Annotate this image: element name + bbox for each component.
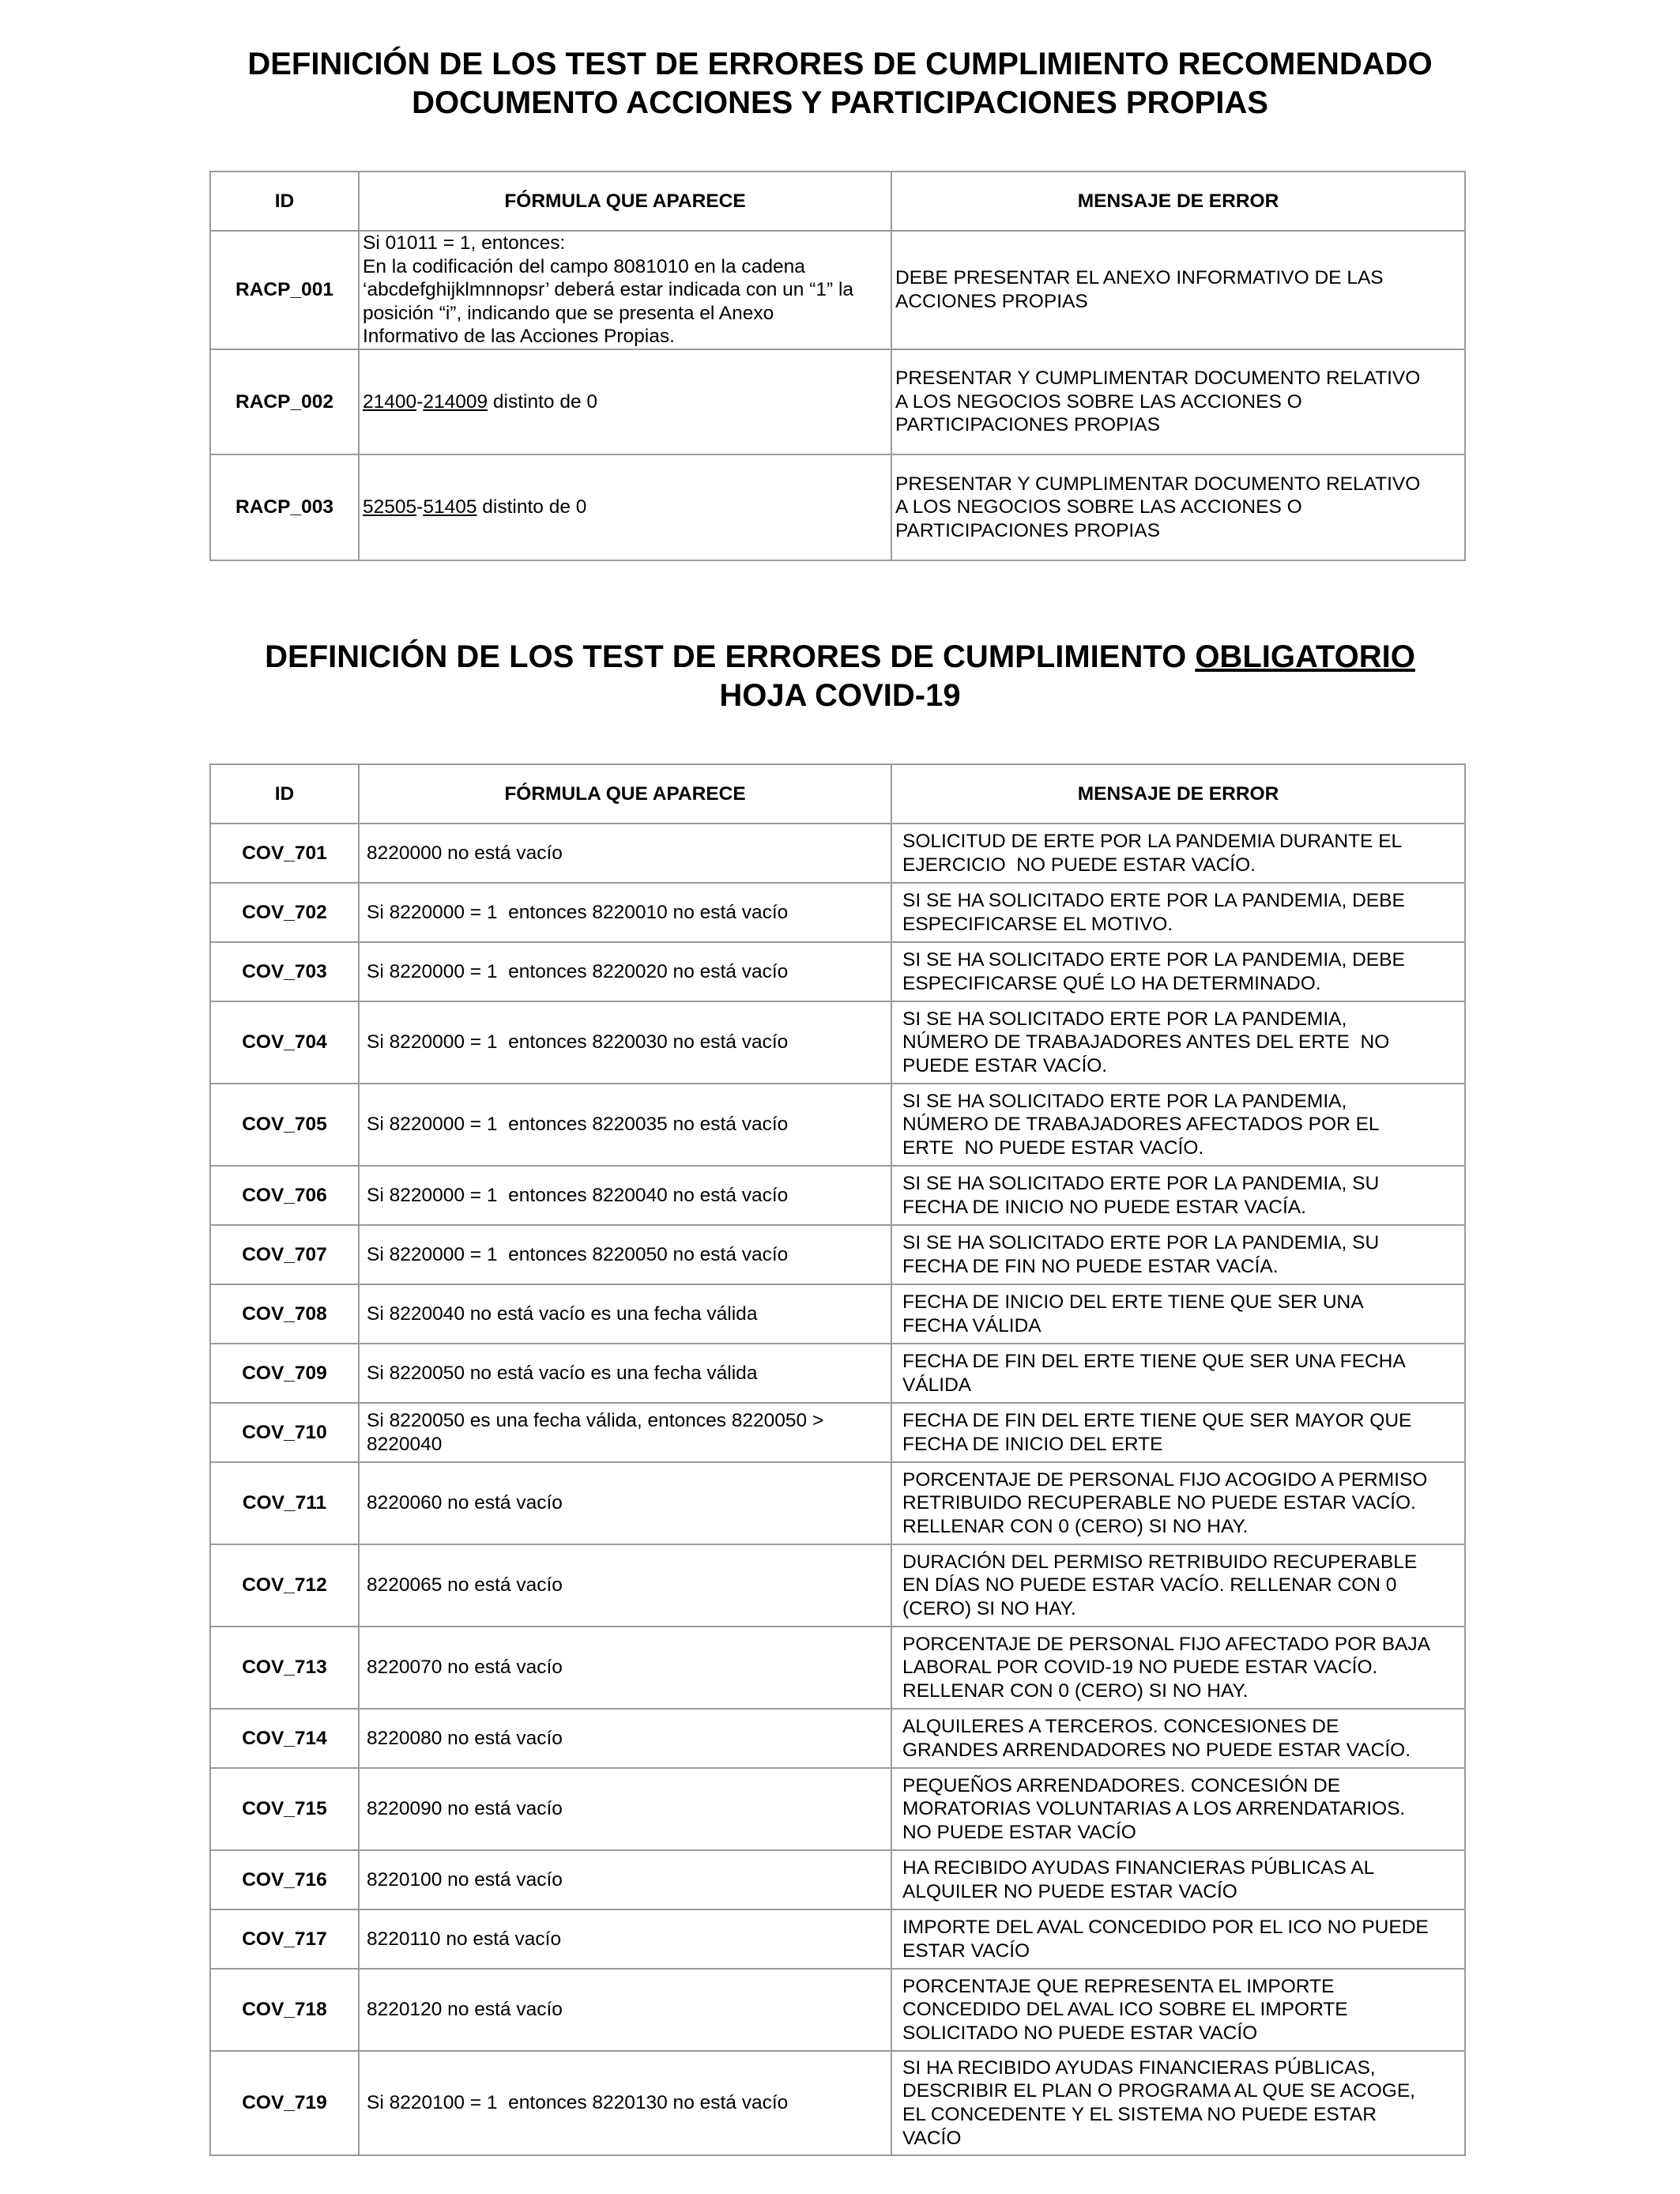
message-line: NO PUEDE ESTAR VACÍO: [902, 1821, 1136, 1843]
formula-line: 8220065 no está vacío: [367, 1574, 563, 1596]
row-message: [891, 1166, 1465, 1225]
message-line: HA RECIBIDO AYUDAS FINANCIERAS PÚBLICAS AL: [902, 1857, 1375, 1879]
row-formula: [359, 1462, 891, 1544]
message-line: SI SE HA SOLICITADO ERTE POR LA PANDEMIA,: [902, 1008, 1347, 1030]
message-line: SI HA RECIBIDO AYUDAS FINANCIERAS PÚBLICAS,: [902, 2056, 1376, 2079]
formula-line: 8220100 no está vacío: [367, 1868, 563, 1891]
table-row: [210, 1850, 1465, 1909]
message-line: PUEDE ESTAR VACÍO.: [902, 1054, 1108, 1076]
message-line: ALQUILER NO PUEDE ESTAR VACÍO: [902, 1880, 1237, 1902]
message-line: EL CONCEDENTE Y EL SISTEMA NO PUEDE ESTAR: [902, 2104, 1377, 2125]
row-formula: [359, 1225, 891, 1284]
row-message: [891, 454, 1465, 560]
row-message: [891, 1768, 1465, 1850]
header-formula: FÓRMULA QUE APARECE: [359, 172, 891, 231]
section2-table: [209, 763, 1466, 2156]
message-line: SOLICITADO NO PUEDE ESTAR VACÍO: [902, 2022, 1258, 2044]
row-formula: [359, 1084, 891, 1166]
message-line: SI SE HA SOLICITADO ERTE POR LA PANDEMIA, DEBE: [902, 948, 1405, 971]
row-message: [891, 883, 1465, 942]
table-header-row: [210, 172, 1465, 231]
formula-field-start: 21400: [363, 390, 417, 413]
row-id: COV_701: [210, 824, 359, 883]
message-line: FECHA DE INICIO DEL ERTE TIENE QUE SER UNA: [902, 1291, 1364, 1313]
table-header-row: [210, 764, 1465, 824]
message-line: VÁLIDA: [902, 1374, 972, 1396]
row-message: [891, 1850, 1465, 1909]
row-formula: [359, 942, 891, 1001]
formula-line: Si 8220000 = 1 entonces 8220035 no está vacío: [367, 1114, 789, 1136]
table-row: [210, 1768, 1465, 1850]
row-id: COV_714: [210, 1709, 359, 1768]
header-id: ID: [210, 764, 359, 824]
message-line: DEBE PRESENTAR EL ANEXO INFORMATIVO DE LAS: [895, 267, 1384, 289]
row-id: COV_713: [210, 1627, 359, 1709]
message-line: FECHA DE INICIO NO PUEDE ESTAR VACÍA.: [902, 1196, 1306, 1218]
message-line: ACCIONES PROPIAS: [895, 290, 1088, 312]
formula-line: Si 8220050 es una fecha válida, entonces 8220050 >: [367, 1409, 824, 1431]
row-message: [891, 1709, 1465, 1768]
message-line: NÚMERO DE TRABAJADORES ANTES DEL ERTE NO: [902, 1031, 1390, 1054]
row-message: [891, 1969, 1465, 2051]
message-line: PARTICIPACIONES PROPIAS: [895, 414, 1160, 436]
row-message: [891, 1462, 1465, 1544]
formula-line: En la codificación del campo 8081010 en la cadena: [363, 255, 805, 277]
header-message: MENSAJE DE ERROR: [891, 172, 1465, 231]
formula-condition: distinto de 0: [488, 390, 598, 413]
formula-line: Si 8220040 no está vacío es una fecha válida: [367, 1302, 758, 1325]
message-line: CONCEDIDO DEL AVAL ICO SOBRE EL IMPORTE: [902, 1999, 1348, 2021]
table-row: [210, 1225, 1465, 1284]
message-line: SOLICITUD DE ERTE POR LA PANDEMIA DURANTE EL: [902, 830, 1403, 852]
message-line: FECHA DE FIN DEL ERTE TIENE QUE SER UNA FECHA: [902, 1350, 1406, 1372]
row-formula: [359, 349, 891, 454]
row-formula: [359, 454, 891, 560]
message-line: FECHA VÁLIDA: [902, 1314, 1042, 1336]
message-line: SI SE HA SOLICITADO ERTE POR LA PANDEMIA, SU: [902, 1231, 1380, 1253]
message-line: (CERO) SI NO HAY.: [902, 1597, 1076, 1619]
table-row: [210, 942, 1465, 1001]
row-message: [891, 1909, 1465, 1969]
message-line: RETRIBUIDO RECUPERABLE NO PUEDE ESTAR VACÍO.: [902, 1492, 1416, 1514]
header-id: ID: [210, 172, 359, 231]
message-line: FECHA DE FIN DEL ERTE TIENE QUE SER MAYOR QUE: [902, 1409, 1412, 1431]
message-line: DESCRIBIR EL PLAN O PROGRAMA AL QUE SE ACOGE,: [902, 2080, 1415, 2102]
message-line: MORATORIAS VOLUNTARIAS A LOS ARRENDATARIOS.: [902, 1798, 1406, 1820]
section1-title-line2: DOCUMENTO ACCIONES Y PARTICIPACIONES PROPIAS: [412, 85, 1268, 120]
table-row: [210, 1627, 1465, 1709]
row-formula: [359, 231, 891, 349]
formula-line: Si 8220000 = 1 entonces 8220030 no está vacío: [367, 1031, 789, 1054]
formula-line: 8220070 no está vacío: [367, 1657, 563, 1679]
formula-field-end: 214009: [423, 390, 488, 413]
formula-line: Si 8220000 = 1 entonces 8220020 no está vacío: [367, 960, 789, 982]
message-line: LABORAL POR COVID-19 NO PUEDE ESTAR VACÍO.: [902, 1657, 1378, 1679]
message-line: PARTICIPACIONES PROPIAS: [895, 519, 1160, 541]
row-formula: [359, 1166, 891, 1225]
message-line: VACÍO: [902, 2127, 962, 2149]
row-message: [891, 349, 1465, 454]
row-id: COV_708: [210, 1284, 359, 1344]
table-row: [210, 1403, 1465, 1462]
formula-line: 8220080 no está vacío: [367, 1727, 563, 1749]
section2-title-prefix: DEFINICIÓN DE LOS TEST DE ERRORES DE CUMPLIMIENTO: [265, 639, 1196, 674]
row-id: COV_718: [210, 1969, 359, 2051]
row-message: [891, 1544, 1465, 1627]
table-row: [210, 1001, 1465, 1084]
table-row: [210, 1462, 1465, 1544]
row-message: [891, 231, 1465, 349]
formula-field-end: 51405: [423, 496, 477, 518]
formula-separator: -: [416, 390, 424, 413]
row-formula: [359, 1544, 891, 1627]
row-message: [891, 1225, 1465, 1284]
formula-field-start: 52505: [363, 496, 417, 518]
formula-line: Si 8220000 = 1 entonces 8220050 no está vacío: [367, 1243, 789, 1265]
message-line: PORCENTAJE DE PERSONAL FIJO AFECTADO POR BAJA: [902, 1633, 1430, 1655]
table-row: [210, 883, 1465, 942]
message-line: A LOS NEGOCIOS SOBRE LAS ACCIONES O: [895, 390, 1302, 413]
message-line: FECHA DE FIN NO PUEDE ESTAR VACÍA.: [902, 1255, 1279, 1277]
formula-line: Informativo de las Acciones Propias.: [363, 326, 675, 348]
row-id: COV_706: [210, 1166, 359, 1225]
row-message: [891, 1284, 1465, 1344]
table-row: [210, 349, 1465, 454]
message-line: GRANDES ARRENDADORES NO PUEDE ESTAR VACÍO.: [902, 1739, 1411, 1761]
formula-line: 8220110 no está vacío: [367, 1928, 562, 1950]
message-line: SI SE HA SOLICITADO ERTE POR LA PANDEMIA,: [902, 1090, 1347, 1112]
message-line: NÚMERO DE TRABAJADORES AFECTADOS POR EL: [902, 1114, 1380, 1136]
message-line: ESPECIFICARSE EL MOTIVO.: [902, 913, 1173, 935]
formula-line: Si 8220000 = 1 entonces 8220010 no está vacío: [367, 901, 789, 923]
row-formula: [359, 883, 891, 942]
table-row: [210, 1166, 1465, 1225]
table-row: [210, 1284, 1465, 1344]
message-line: PORCENTAJE DE PERSONAL FIJO ACOGIDO A PERMISO: [902, 1468, 1428, 1491]
message-line: PRESENTAR Y CUMPLIMENTAR DOCUMENTO RELATIVO: [895, 368, 1421, 390]
table-row: [210, 2051, 1465, 2155]
row-id: COV_705: [210, 1084, 359, 1166]
message-line: DURACIÓN DEL PERMISO RETRIBUIDO RECUPERABLE: [902, 1551, 1418, 1573]
message-line: A LOS NEGOCIOS SOBRE LAS ACCIONES O: [895, 496, 1302, 518]
row-formula: [359, 1768, 891, 1850]
row-formula: [359, 1850, 891, 1909]
row-id: COV_711: [210, 1462, 359, 1544]
row-formula: [359, 1284, 891, 1344]
formula-line: 8220060 no está vacío: [367, 1492, 563, 1514]
row-id: COV_710: [210, 1403, 359, 1462]
message-line: SI SE HA SOLICITADO ERTE POR LA PANDEMIA, DEBE: [902, 889, 1405, 911]
row-formula: [359, 824, 891, 883]
message-line: FECHA DE INICIO DEL ERTE: [902, 1433, 1163, 1455]
row-id: COV_717: [210, 1909, 359, 1969]
row-id: COV_719: [210, 2051, 359, 2155]
section2-title: [0, 638, 1680, 715]
formula-line: ‘abcdefghijklmnnopsr’ deberá estar indicada con un “1” la: [363, 279, 854, 301]
row-id: COV_707: [210, 1225, 359, 1284]
row-id: RACP_003: [210, 454, 359, 560]
row-formula: [359, 1403, 891, 1462]
row-id: COV_716: [210, 1850, 359, 1909]
section1-table: [209, 171, 1466, 561]
message-line: ALQUILERES A TERCEROS. CONCESIONES DE: [902, 1715, 1339, 1737]
row-id: RACP_001: [210, 231, 359, 349]
row-formula: [359, 1001, 891, 1084]
table-row: [210, 1544, 1465, 1627]
table-row: [210, 1709, 1465, 1768]
table-row: [210, 824, 1465, 883]
row-id: COV_703: [210, 942, 359, 1001]
section1-title: [0, 45, 1680, 123]
table-row: [210, 1344, 1465, 1403]
section1-title-line1: DEFINICIÓN DE LOS TEST DE ERRORES DE CUMPLIMIENTO RECOMENDADO: [247, 47, 1433, 81]
formula-line: 8220120 no está vacío: [367, 1999, 563, 2021]
row-id: COV_704: [210, 1001, 359, 1084]
formula-line: posición “i”, indicando que se presenta el Anexo: [363, 302, 774, 324]
row-message: [891, 824, 1465, 883]
row-id: COV_715: [210, 1768, 359, 1850]
formula-condition: distinto de 0: [477, 496, 587, 518]
table-row: [210, 1084, 1465, 1166]
message-line: PORCENTAJE QUE REPRESENTA EL IMPORTE: [902, 1975, 1335, 1997]
row-formula: [359, 1344, 891, 1403]
formula-line: 8220000 no está vacío: [367, 842, 563, 864]
row-formula: [359, 1969, 891, 2051]
formula-line: Si 01011 = 1, entonces:: [363, 232, 566, 254]
message-line: ESPECIFICARSE QUÉ LO HA DETERMINADO.: [902, 972, 1321, 994]
section2-title-line2: HOJA COVID-19: [719, 678, 961, 713]
message-line: RELLENAR CON 0 (CERO) SI NO HAY.: [902, 1679, 1249, 1702]
formula-line: Si 8220050 no está vacío es una fecha válida: [367, 1362, 758, 1384]
header-message: MENSAJE DE ERROR: [891, 764, 1465, 824]
message-line: PEQUEÑOS ARRENDADORES. CONCESIÓN DE: [902, 1774, 1341, 1796]
row-id: COV_709: [210, 1344, 359, 1403]
message-line: SI SE HA SOLICITADO ERTE POR LA PANDEMIA, SU: [902, 1172, 1380, 1194]
row-formula: [359, 2051, 891, 2155]
row-id: COV_702: [210, 883, 359, 942]
table-row: [210, 231, 1465, 349]
table-row: [210, 1969, 1465, 2051]
row-message: [891, 1084, 1465, 1166]
row-formula: [359, 1627, 891, 1709]
message-line: ESTAR VACÍO: [902, 1940, 1030, 1962]
message-line: EJERCICIO NO PUEDE ESTAR VACÍO.: [902, 854, 1256, 876]
formula-separator: -: [416, 496, 424, 518]
message-line: RELLENAR CON 0 (CERO) SI NO HAY.: [902, 1515, 1249, 1537]
formula-line: 8220040: [367, 1433, 443, 1455]
header-formula: FÓRMULA QUE APARECE: [359, 764, 891, 824]
message-line: PRESENTAR Y CUMPLIMENTAR DOCUMENTO RELATIVO: [895, 473, 1421, 495]
row-formula: [359, 1709, 891, 1768]
table-row: [210, 454, 1465, 560]
formula-line: 8220090 no está vacío: [367, 1798, 563, 1820]
row-message: [891, 1627, 1465, 1709]
row-message: [891, 1001, 1465, 1084]
row-message: [891, 1344, 1465, 1403]
row-message: [891, 2051, 1465, 2155]
row-formula: [359, 1909, 891, 1969]
table-row: [210, 1909, 1465, 1969]
row-message: [891, 942, 1465, 1001]
row-id: COV_712: [210, 1544, 359, 1627]
row-message: [891, 1403, 1465, 1462]
message-line: ERTE NO PUEDE ESTAR VACÍO.: [902, 1137, 1204, 1159]
formula-line: Si 8220100 = 1 entonces 8220130 no está vacío: [367, 2092, 789, 2114]
section2-title-emphasis: OBLIGATORIO: [1195, 639, 1415, 674]
section2-title-line1: [0, 638, 1680, 677]
message-line: EN DÍAS NO PUEDE ESTAR VACÍO. RELLENAR CON 0: [902, 1574, 1397, 1596]
row-id: RACP_002: [210, 349, 359, 454]
formula-line: Si 8220000 = 1 entonces 8220040 no está vacío: [367, 1184, 789, 1206]
message-line: IMPORTE DEL AVAL CONCEDIDO POR EL ICO NO PUEDE: [902, 1916, 1429, 1938]
